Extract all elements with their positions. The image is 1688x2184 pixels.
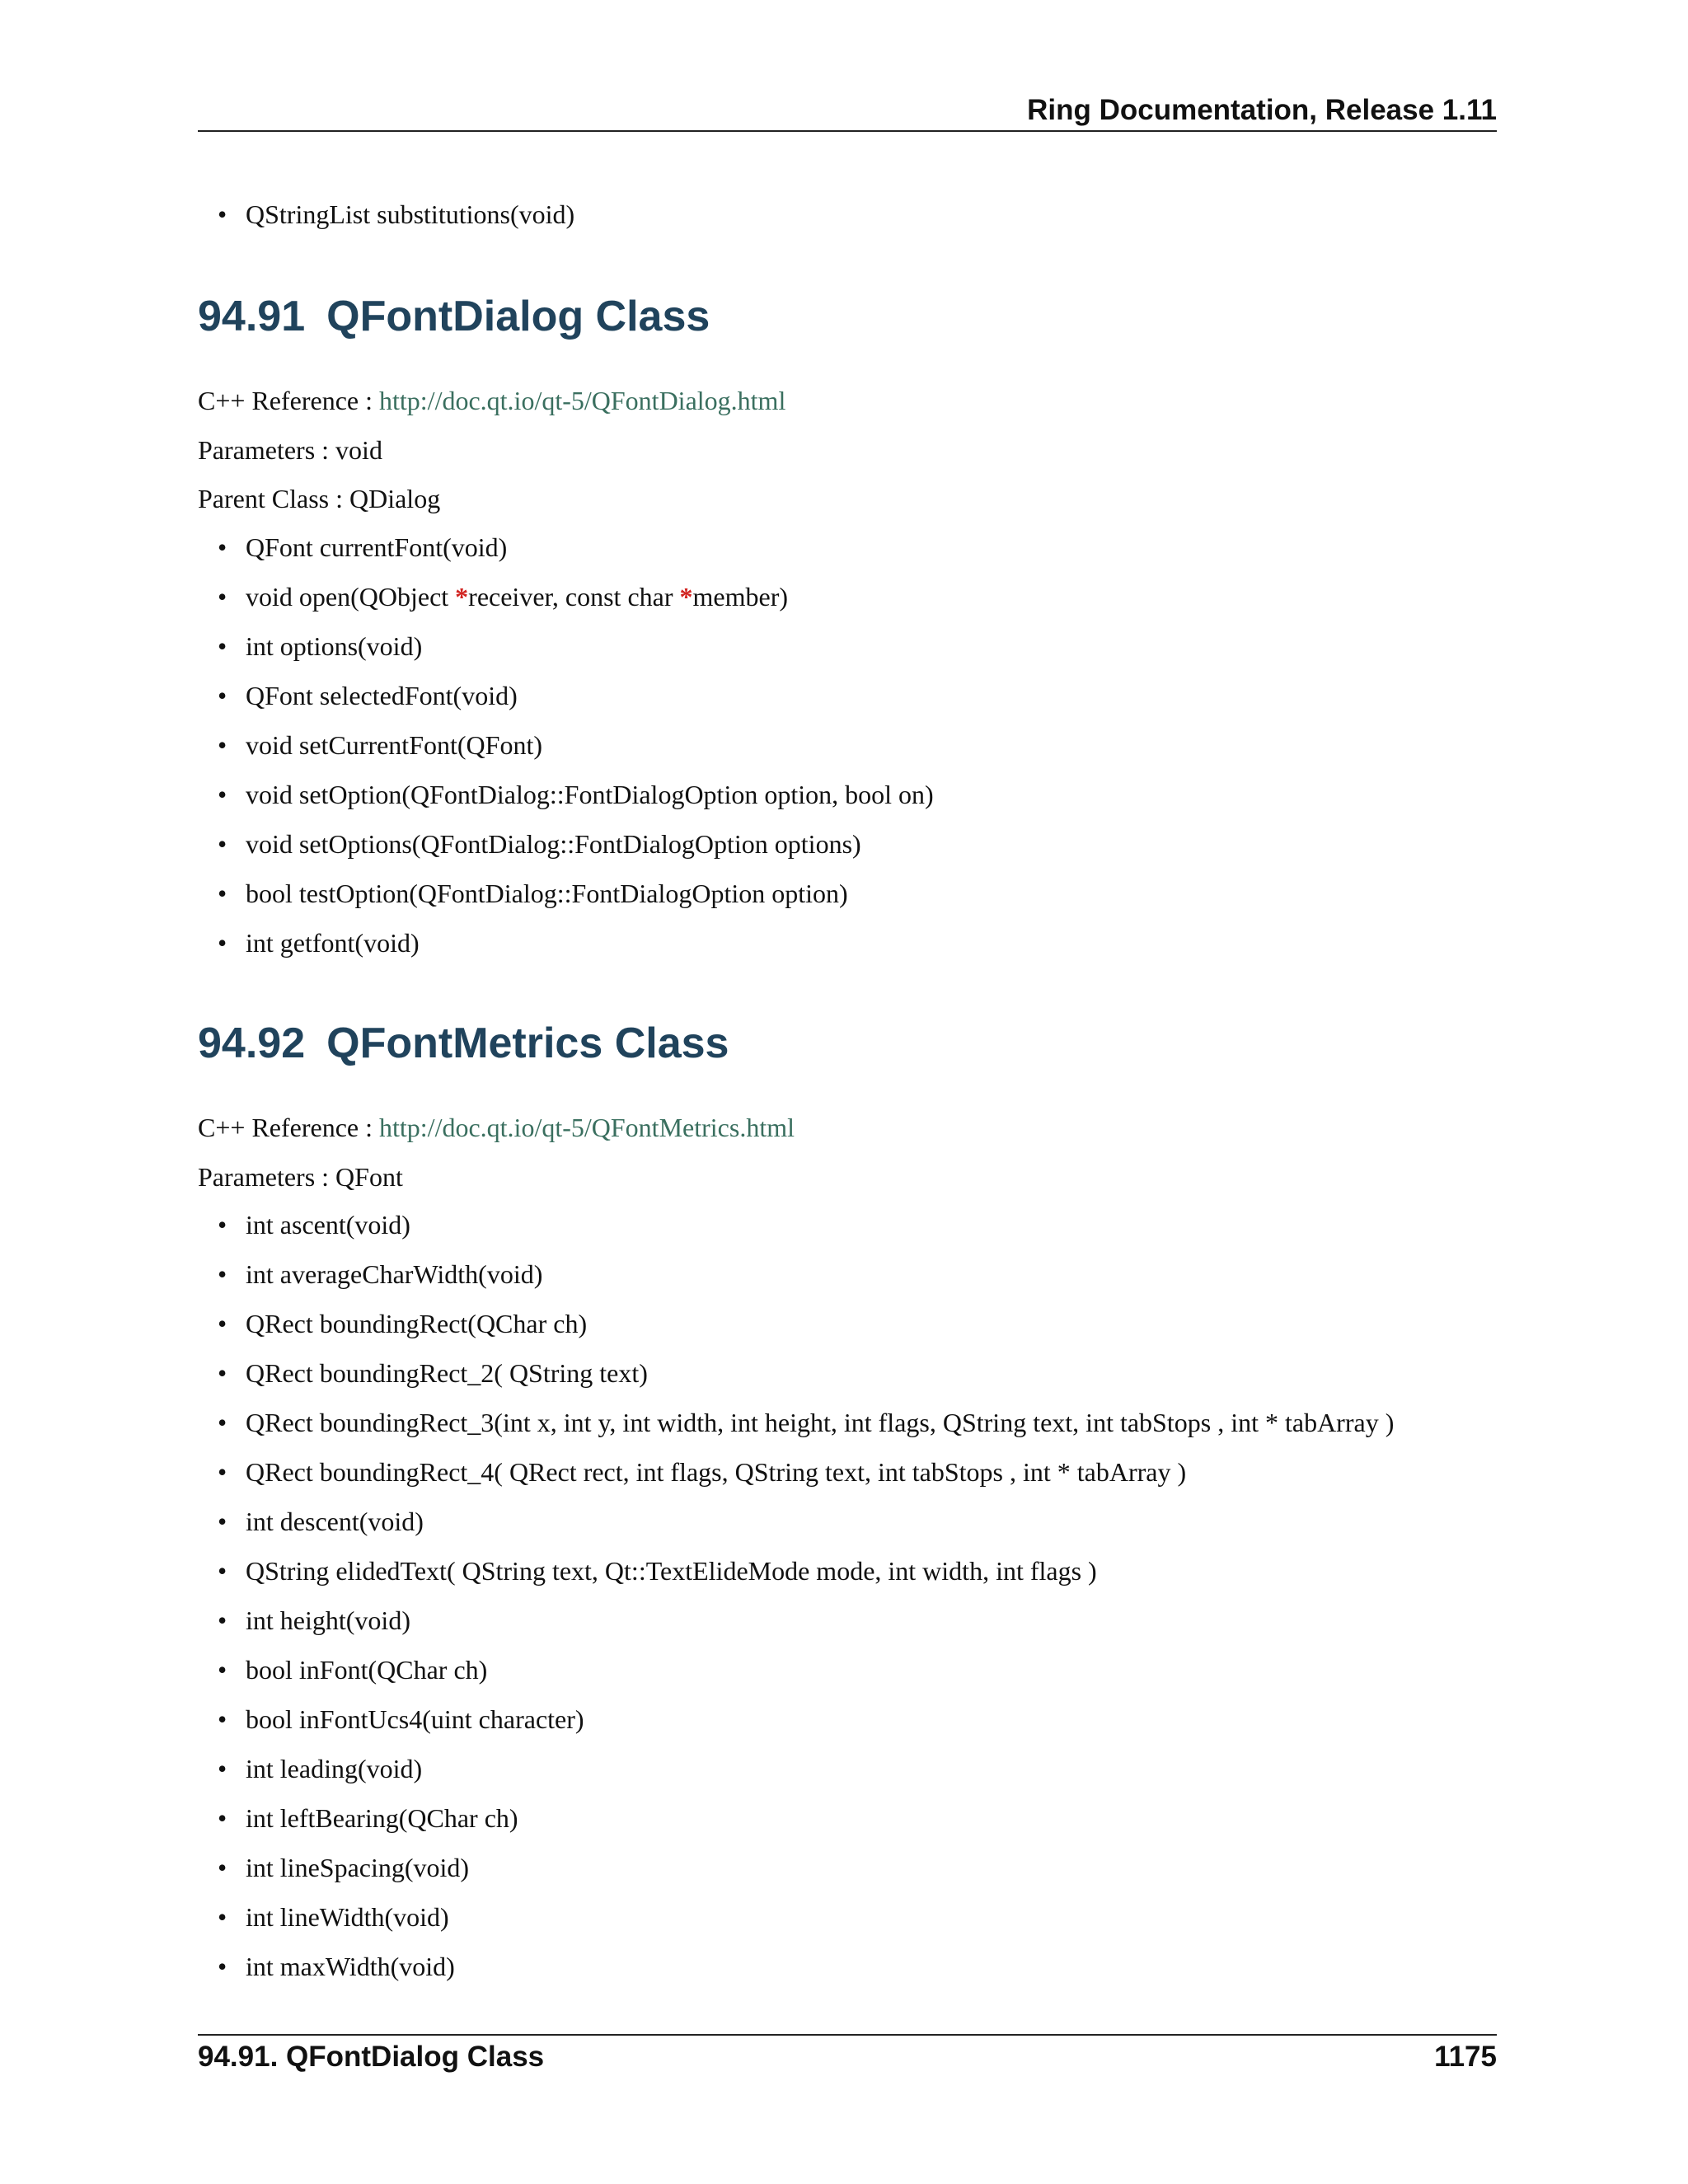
method-text: void open(QObject *receiver, const char *member) [246, 582, 788, 612]
pointer-asterisk: * [455, 582, 469, 612]
method-text: QStringList substitutions(void) [246, 199, 575, 229]
bullet: • [218, 1704, 227, 1734]
list-item [218, 727, 934, 776]
section-title: QFontMetrics Class [326, 1019, 729, 1067]
list-item [218, 579, 934, 628]
list-item [218, 628, 934, 677]
method-text: QFont currentFont(void) [246, 532, 508, 562]
running-footer [198, 2039, 1497, 2075]
list-item [218, 529, 934, 579]
method-text: int maxWidth(void) [246, 1952, 455, 1981]
list-item [218, 1503, 1394, 1553]
method-text: QFont selectedFont(void) [246, 681, 518, 710]
bullet: • [218, 1952, 227, 1981]
bullet: • [218, 829, 227, 859]
list-item [218, 1207, 1394, 1256]
bullet: • [218, 1358, 227, 1388]
bullet: • [218, 631, 227, 661]
running-header: Ring Documentation, Release 1.11 [1027, 94, 1497, 126]
bullet: • [218, 1210, 227, 1240]
bullet: • [218, 532, 227, 562]
cpp-reference-line [198, 384, 785, 417]
list-item [218, 1256, 1394, 1305]
list-item [218, 1305, 1394, 1355]
method-text: QRect boundingRect_4( QRect rect, int flags, QString text, int tabStops , int * tabArray ) [246, 1457, 1187, 1487]
list-item [218, 1553, 1394, 1602]
list-item [218, 677, 934, 727]
method-text: int lineSpacing(void) [246, 1853, 470, 1882]
list-item [218, 1355, 1394, 1404]
list-item [218, 196, 575, 246]
bullet: • [218, 582, 227, 612]
reference-link[interactable]: http://doc.qt.io/qt-5/QFontDialog.html [379, 386, 786, 415]
list-item [218, 1701, 1394, 1750]
bullet: • [218, 1556, 227, 1586]
bullet: • [218, 1457, 227, 1487]
list-item [218, 1750, 1394, 1800]
parameters-line: Parameters : QFont [198, 1162, 403, 1192]
section-heading-qfontdialog [198, 290, 710, 343]
method-text: void setOptions(QFontDialog::FontDialogOption options) [246, 829, 861, 859]
header-rule [198, 130, 1497, 132]
bullet: • [218, 879, 227, 908]
method-text: int leftBearing(QChar ch) [246, 1803, 518, 1833]
bullet: • [218, 1309, 227, 1338]
method-text: int options(void) [246, 631, 423, 661]
reference-label: C++ Reference : [198, 1113, 379, 1142]
list-item [218, 1948, 1394, 1998]
bullet: • [218, 780, 227, 809]
list-item [218, 776, 934, 826]
section-title: QFontDialog Class [326, 293, 710, 340]
bullet: • [218, 1902, 227, 1932]
footer-rule [198, 2034, 1497, 2036]
section-heading-qfontmetrics [198, 1017, 729, 1070]
method-text: QRect boundingRect_2( QString text) [246, 1358, 648, 1388]
list-item [218, 826, 934, 875]
list-item [218, 925, 934, 974]
method-text: int lineWidth(void) [246, 1902, 449, 1932]
top-method-list [218, 196, 575, 246]
section-number: 94.91 [198, 293, 306, 340]
cpp-reference-line [198, 1111, 795, 1144]
parent-class-line: Parent Class : QDialog [198, 484, 441, 513]
method-text: bool testOption(QFontDialog::FontDialogOption option) [246, 879, 848, 908]
bullet: • [218, 1259, 227, 1289]
pointer-asterisk: * [679, 582, 693, 612]
parameters-line: Parameters : void [198, 435, 382, 465]
bullet: • [218, 1853, 227, 1882]
method-text: int ascent(void) [246, 1210, 410, 1240]
method-text: int height(void) [246, 1605, 410, 1635]
reference-label: C++ Reference : [198, 386, 379, 415]
list-item [218, 1404, 1395, 1454]
method-text: void setCurrentFont(QFont) [246, 730, 542, 760]
method-text: bool inFont(QChar ch) [246, 1655, 488, 1685]
list-item [218, 1899, 1394, 1948]
bullet: • [218, 1408, 227, 1437]
method-text: int getfont(void) [246, 928, 420, 958]
list-item [218, 1652, 1394, 1701]
footer-section: 94.91. QFontDialog Class [198, 2041, 545, 2073]
method-text: int leading(void) [246, 1754, 423, 1783]
list-item [218, 1454, 1394, 1503]
qfontdialog-method-list [218, 529, 934, 974]
method-text: QRect boundingRect_3(int x, int y, int width, int height, int flags, QString text, int tabStops , int * tabArray ) [246, 1408, 1395, 1437]
bullet: • [218, 1507, 227, 1536]
list-item [218, 875, 934, 925]
bullet: • [218, 730, 227, 760]
qfontmetrics-method-list [218, 1207, 1395, 1998]
bullet: • [218, 1803, 227, 1833]
bullet: • [218, 199, 227, 229]
method-text: int descent(void) [246, 1507, 424, 1536]
section-number: 94.92 [198, 1019, 306, 1067]
bullet: • [218, 1655, 227, 1685]
reference-link[interactable]: http://doc.qt.io/qt-5/QFontMetrics.html [379, 1113, 795, 1142]
page-number: 1175 [1434, 2041, 1497, 2073]
method-text: QRect boundingRect(QChar ch) [246, 1309, 588, 1338]
method-text: int averageCharWidth(void) [246, 1259, 543, 1289]
bullet: • [218, 1754, 227, 1783]
bullet: • [218, 928, 227, 958]
method-text: void setOption(QFontDialog::FontDialogOption option, bool on) [246, 780, 934, 809]
list-item [218, 1849, 1394, 1899]
method-text: bool inFontUcs4(uint character) [246, 1704, 584, 1734]
bullet: • [218, 681, 227, 710]
list-item [218, 1602, 1394, 1652]
bullet: • [218, 1605, 227, 1635]
list-item [218, 1800, 1394, 1849]
method-text: QString elidedText( QString text, Qt::TextElideMode mode, int width, int flags ) [246, 1556, 1097, 1586]
